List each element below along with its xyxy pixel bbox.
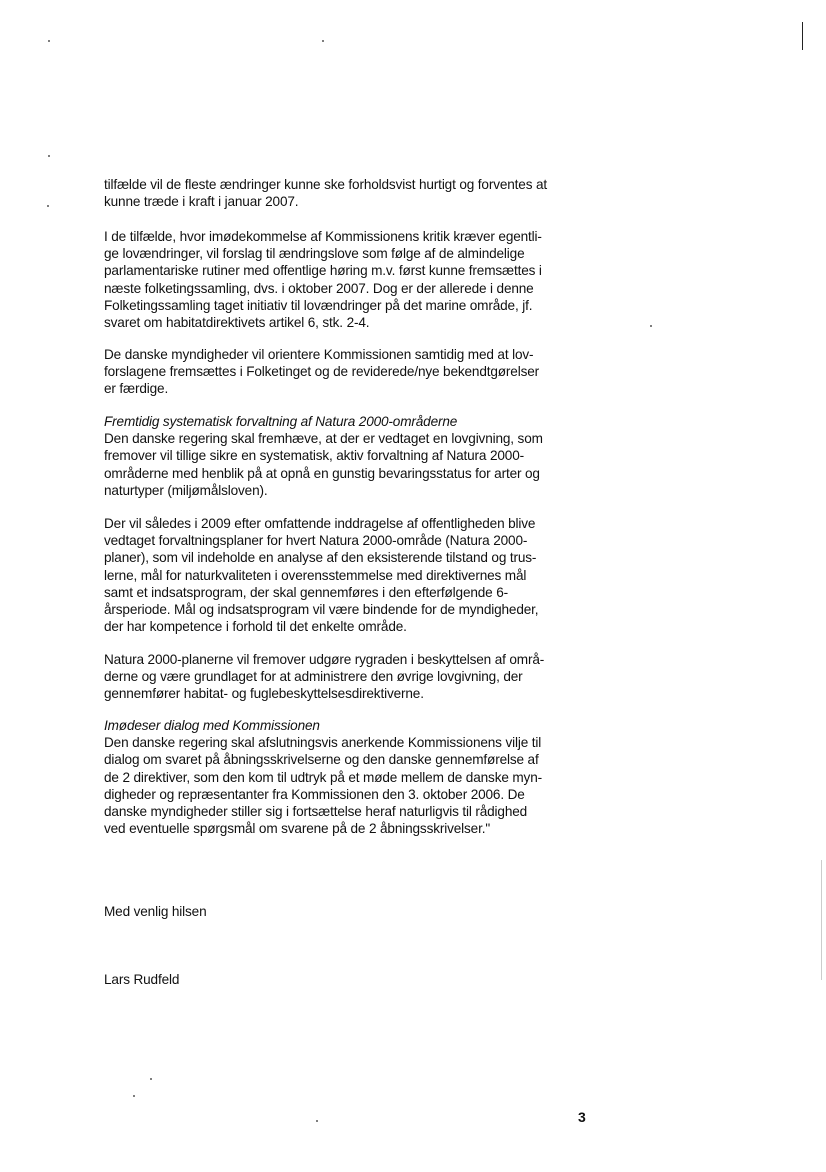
scan-speck — [316, 1120, 318, 1122]
text-line: planer), som vil indeholde en analyse af den eksisterende tilstand og trus- — [104, 550, 537, 566]
scan-edge-mark — [802, 22, 803, 50]
scan-speck — [47, 205, 49, 207]
text-line: kunne træde i kraft i januar 2007. — [104, 194, 299, 210]
text-line: digheder og repræsentanter fra Kommissionen den 3. oktober 2006. De — [104, 786, 525, 802]
page-number: 3 — [578, 1109, 586, 1125]
text-line: Den danske regering skal afslutningsvis anerkende Kommissionens vilje til — [104, 735, 542, 751]
text-line: parlamentariske rutiner med offentlige høring m.v. først kunne fremsættes i — [104, 263, 542, 279]
text-line: dialog om svaret på åbningsskrivelserne og den danske gennemførelse af — [104, 752, 539, 768]
text-line: årsperiode. Mål og indsatsprogram vil være bindende for de myndigheder, — [104, 602, 539, 618]
signature-name: Lars Rudfeld — [104, 972, 180, 987]
section-forvaltning — [104, 413, 614, 499]
text-line: tilfælde vil de fleste ændringer kunne ske forholdsvist hurtigt og forventes at — [104, 177, 548, 192]
text-line: gennemfører habitat- og fuglebeskyttelsesdirektiverne. — [104, 686, 424, 702]
text-line: Natura 2000-planerne vil fremover udgøre rygraden i beskyttelsen af områ- — [104, 652, 545, 667]
text-line: I de tilfælde, hvor imødekommelse af Kommissionens kritik kræver egentli- — [104, 229, 542, 244]
paragraph-5 — [104, 515, 614, 635]
scan-edge-mark-lower — [821, 860, 822, 980]
text-line: forslagene fremsættes i Folketinget og de reviderede/nye bekendtgørelser — [104, 364, 540, 380]
scan-speck — [322, 40, 324, 42]
text-line: derne og være grundlaget for at administrere den øvrige lovgivning, der — [104, 669, 523, 685]
signature-block — [104, 971, 614, 988]
section-heading: Fremtidig systematisk forvaltning af Natura 2000-områderne — [104, 414, 458, 429]
scan-speck — [150, 1078, 152, 1080]
text-line: samt et indsatsprogram, der skal gennemføres i den efterfølgende 6- — [104, 584, 509, 600]
scan-speck — [48, 40, 50, 42]
text-line: områderne med henblik på at opnå en gunstig bevaringsstatus for arter og — [104, 465, 540, 481]
section-dialog — [104, 717, 614, 837]
text-line: Folketingssamling taget initiativ til lovændringer på det marine område, jf. — [104, 297, 533, 313]
text-line: lerne, mål for naturkvaliteten i overensstemmelse med direktivernes mål — [104, 567, 527, 583]
paragraph-1 — [104, 176, 614, 210]
section-heading: Imødeser dialog med Kommissionen — [104, 718, 320, 733]
text-line: svaret om habitatdirektivets artikel 6, stk. 2-4. — [104, 315, 370, 331]
closing-salutation: Med venlig hilsen — [104, 904, 207, 919]
text-line: der har kompetence i forhold til det enkelte område. — [104, 619, 407, 635]
text-line: naturtyper (miljømålsloven). — [104, 482, 268, 498]
text-line: Der vil således i 2009 efter omfattende inddragelse af offentligheden blive — [104, 516, 536, 531]
text-line: ved eventuelle spørgsmål om svarene på de 2 åbningsskrivelser." — [104, 821, 491, 837]
text-line: De danske myndigheder vil orientere Kommissionen samtidig med at lov- — [104, 347, 534, 362]
text-line: danske myndigheder stiller sig i fortsættelse heraf naturligvis til rådighed — [104, 804, 528, 820]
text-line: næste folketingssamling, dvs. i oktober 2007. Dog er der allerede i denne — [104, 280, 534, 296]
paragraph-6 — [104, 651, 614, 703]
paragraph-2 — [104, 228, 614, 331]
scan-speck — [48, 155, 50, 157]
text-line: ge lovændringer, vil forslag til ændringslove som følge af de almindelige — [104, 246, 525, 262]
text-line: de 2 direktiver, som den kom til udtryk på et møde mellem de danske myn- — [104, 769, 542, 785]
text-line: er færdige. — [104, 381, 169, 397]
closing — [104, 903, 614, 920]
scan-speck — [133, 1095, 135, 1097]
scan-speck — [650, 325, 652, 327]
text-line: vedtaget forvaltningsplaner for hvert Natura 2000-område (Natura 2000- — [104, 533, 528, 549]
paragraph-3 — [104, 346, 614, 398]
text-line: Den danske regering skal fremhæve, at der er vedtaget en lovgivning, som — [104, 431, 543, 447]
text-line: fremover vil tillige sikre en systematisk, aktiv forvaltning af Natura 2000- — [104, 448, 524, 464]
